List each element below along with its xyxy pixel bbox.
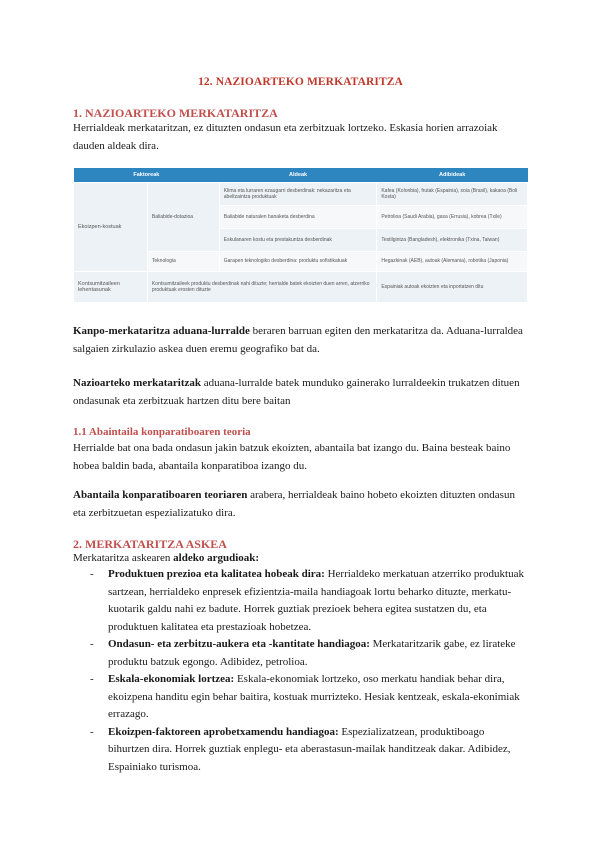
paragraph-text: arabera, herrialdeak baino hobeto ekoizten dituzten ondasun eta zerbitzuetan espezializatuko dira.: [73, 489, 515, 519]
section-1-1-heading: 1.1 Abaintaila konparatiboaren teoria: [73, 426, 251, 438]
list-item-title: Produktuen prezioa eta kalitatea hobeak dira:: [108, 568, 325, 580]
paragraph-kanpo-merkataritza: [73, 323, 528, 358]
term-abantaila-konparatiboa: Abantaila konparatiboaren teoriaren: [73, 489, 248, 501]
table-cell: Kontsumitzaileek produktu desberdinak nahi dituzte; herrialde batek ekoizten duen arren, atzerriko produktuak erosten dituzte: [147, 272, 376, 303]
table-cell: Testilgintza (Bangladesh), elektronika (Txina, Taiwan): [377, 229, 528, 252]
section-2-lead: [73, 550, 528, 568]
table-header-aldeak: Aldeak: [219, 168, 377, 183]
dash-bullet: -: [90, 725, 94, 738]
list-item-text: Eskala-ekonomiak lortzeko, oso merkatu handiak behar dira, ekoizpena handitu egin behar baitira, kostuak murrizteko. Hesiak kentzeak, eskala-ekonimiak errazago.: [108, 673, 520, 720]
table-header-adibideak: Adibideak: [377, 168, 528, 183]
table-cell: Hegazkinak (AEB), autoak (Alemania), robotika (Japonia): [377, 252, 528, 272]
list-item-title: Eskala-ekonomiak lortzea:: [108, 673, 235, 685]
table-row: [74, 272, 528, 303]
section-1-heading: 1. NAZIOARTEKO MERKATARITZA: [73, 106, 278, 120]
paragraph-text: aduana-lurralde batek munduko gainerako lurraldeekin trukatzen dituen ondasunak eta zerbitzuak hartzen ditu bere baitan: [73, 377, 520, 407]
list-item: [73, 566, 528, 636]
list-item-text: Espezializatzean, produktiboago bihurtzen dira. Horrek guztiak enplegu- eta aberastasun-mailak handitzeak dakar. Adibidez, Espainiako turismoa.: [108, 725, 511, 773]
table-cell-group-kontsumitzaile: Kontsumitzaileen lehentasunak: [74, 272, 148, 303]
paragraph-nazioarteko-merkataritza: [73, 375, 528, 410]
table-header-faktoreak: Faktoreak: [74, 168, 220, 183]
table-cell: Kafea (Kolonbia), frutak (Espainia), soia (Brasil), kakaoa (Boli Kosta): [377, 183, 528, 206]
list-item-title: Ondasun- eta zerbitzu-aukera eta -kantitate handiagoa:: [108, 638, 370, 650]
table-cell: Baliabide naturalen banaketa desberdina: [219, 206, 377, 229]
table-cell: Espainiak autoak ekoizten eta inportatzen ditu: [377, 272, 528, 303]
list-item: [73, 724, 528, 777]
term-kanpo-merkataritza: Kanpo-merkataritza aduana-lurralde: [73, 325, 250, 337]
list-item-text: Merkataritzarik gabe, ez lirateke produktu batzuk egongo. Adibidez, petrolioa.: [108, 638, 516, 668]
section-1-1-paragraph-2: [73, 487, 528, 522]
table-cell-teknologia: Teknologia: [147, 252, 219, 272]
paragraph-text: Merkataritza askearen: [73, 552, 174, 564]
paragraph-text: beraren barruan egiten den merkataritza da. Aduana-lurraldea salgaien zirkulazio askea duen eremu geografiko bat da.: [73, 325, 523, 355]
list-item-title: Ekoizpen-faktoreen aprobetxamendu handiagoa:: [108, 725, 339, 738]
table-cell-baliabide: Baliabide-dotazioa: [147, 183, 219, 252]
dash-bullet: -: [90, 638, 94, 650]
table-cell-group-ekoizpen: Ekoizpen-kostuak: [74, 183, 148, 272]
table-header-row: [74, 168, 528, 183]
arguments-list: [73, 566, 528, 776]
table-cell: Petrolioa (Saudi Arabia), gasa (Errusia), kobrea (Txile): [377, 206, 528, 229]
table-cell: Klima eta lurraren ezaugarri desberdinak: nekazaritza eta abeltzaintza produktuak: [219, 183, 377, 206]
dash-bullet: -: [90, 568, 94, 580]
section-1-1-paragraph-1: Herrialde bat ona bada ondasun jakin batzuk ekoizten, abantaila bat izango du. Baina besteak baino hobea baldin bada, abantaila konparatiboa izango du.: [73, 442, 511, 472]
factors-table: [73, 168, 528, 303]
section-1-intro: Herrialdeak merkataritzan, ez dituzten ondasun eta zerbitzuak lortzeko. Eskasia horien arrazoiak dauden aldeak dira.: [73, 122, 498, 152]
list-item: [73, 671, 528, 724]
dash-bullet: -: [90, 673, 94, 685]
term-nazioarteko-merkataritzak: Nazioarteko merkataritzak: [73, 377, 201, 389]
table-row: [74, 183, 528, 206]
document-title: 12. NAZIOARTEKO MERKATARITZA: [198, 76, 403, 88]
section-2-heading: 2. MERKATARITZA ASKEA: [73, 537, 227, 551]
table-cell: Garapen teknologiko desberdina: produktu sofistikatuak: [219, 252, 377, 272]
table-cell: Eskulanaren kostu eta prestakuntza desberdinak: [219, 229, 377, 252]
term-aldeko-argudioak: aldeko argudioak:: [173, 552, 260, 564]
list-item: [73, 636, 528, 671]
list-item-text: Herrialdeko merkatuan atzerriko produktuak sartzean, herrialdeko enpresek efizientzia-maila handiagoak lortu beharko dituzte, merkatu-kuotarik galdu nahi ez badute. Horrek guztiak prezioek behera egitea sustatzen du, eta produktuen kalitatea eta prestazioak hobetzea.: [108, 568, 524, 633]
